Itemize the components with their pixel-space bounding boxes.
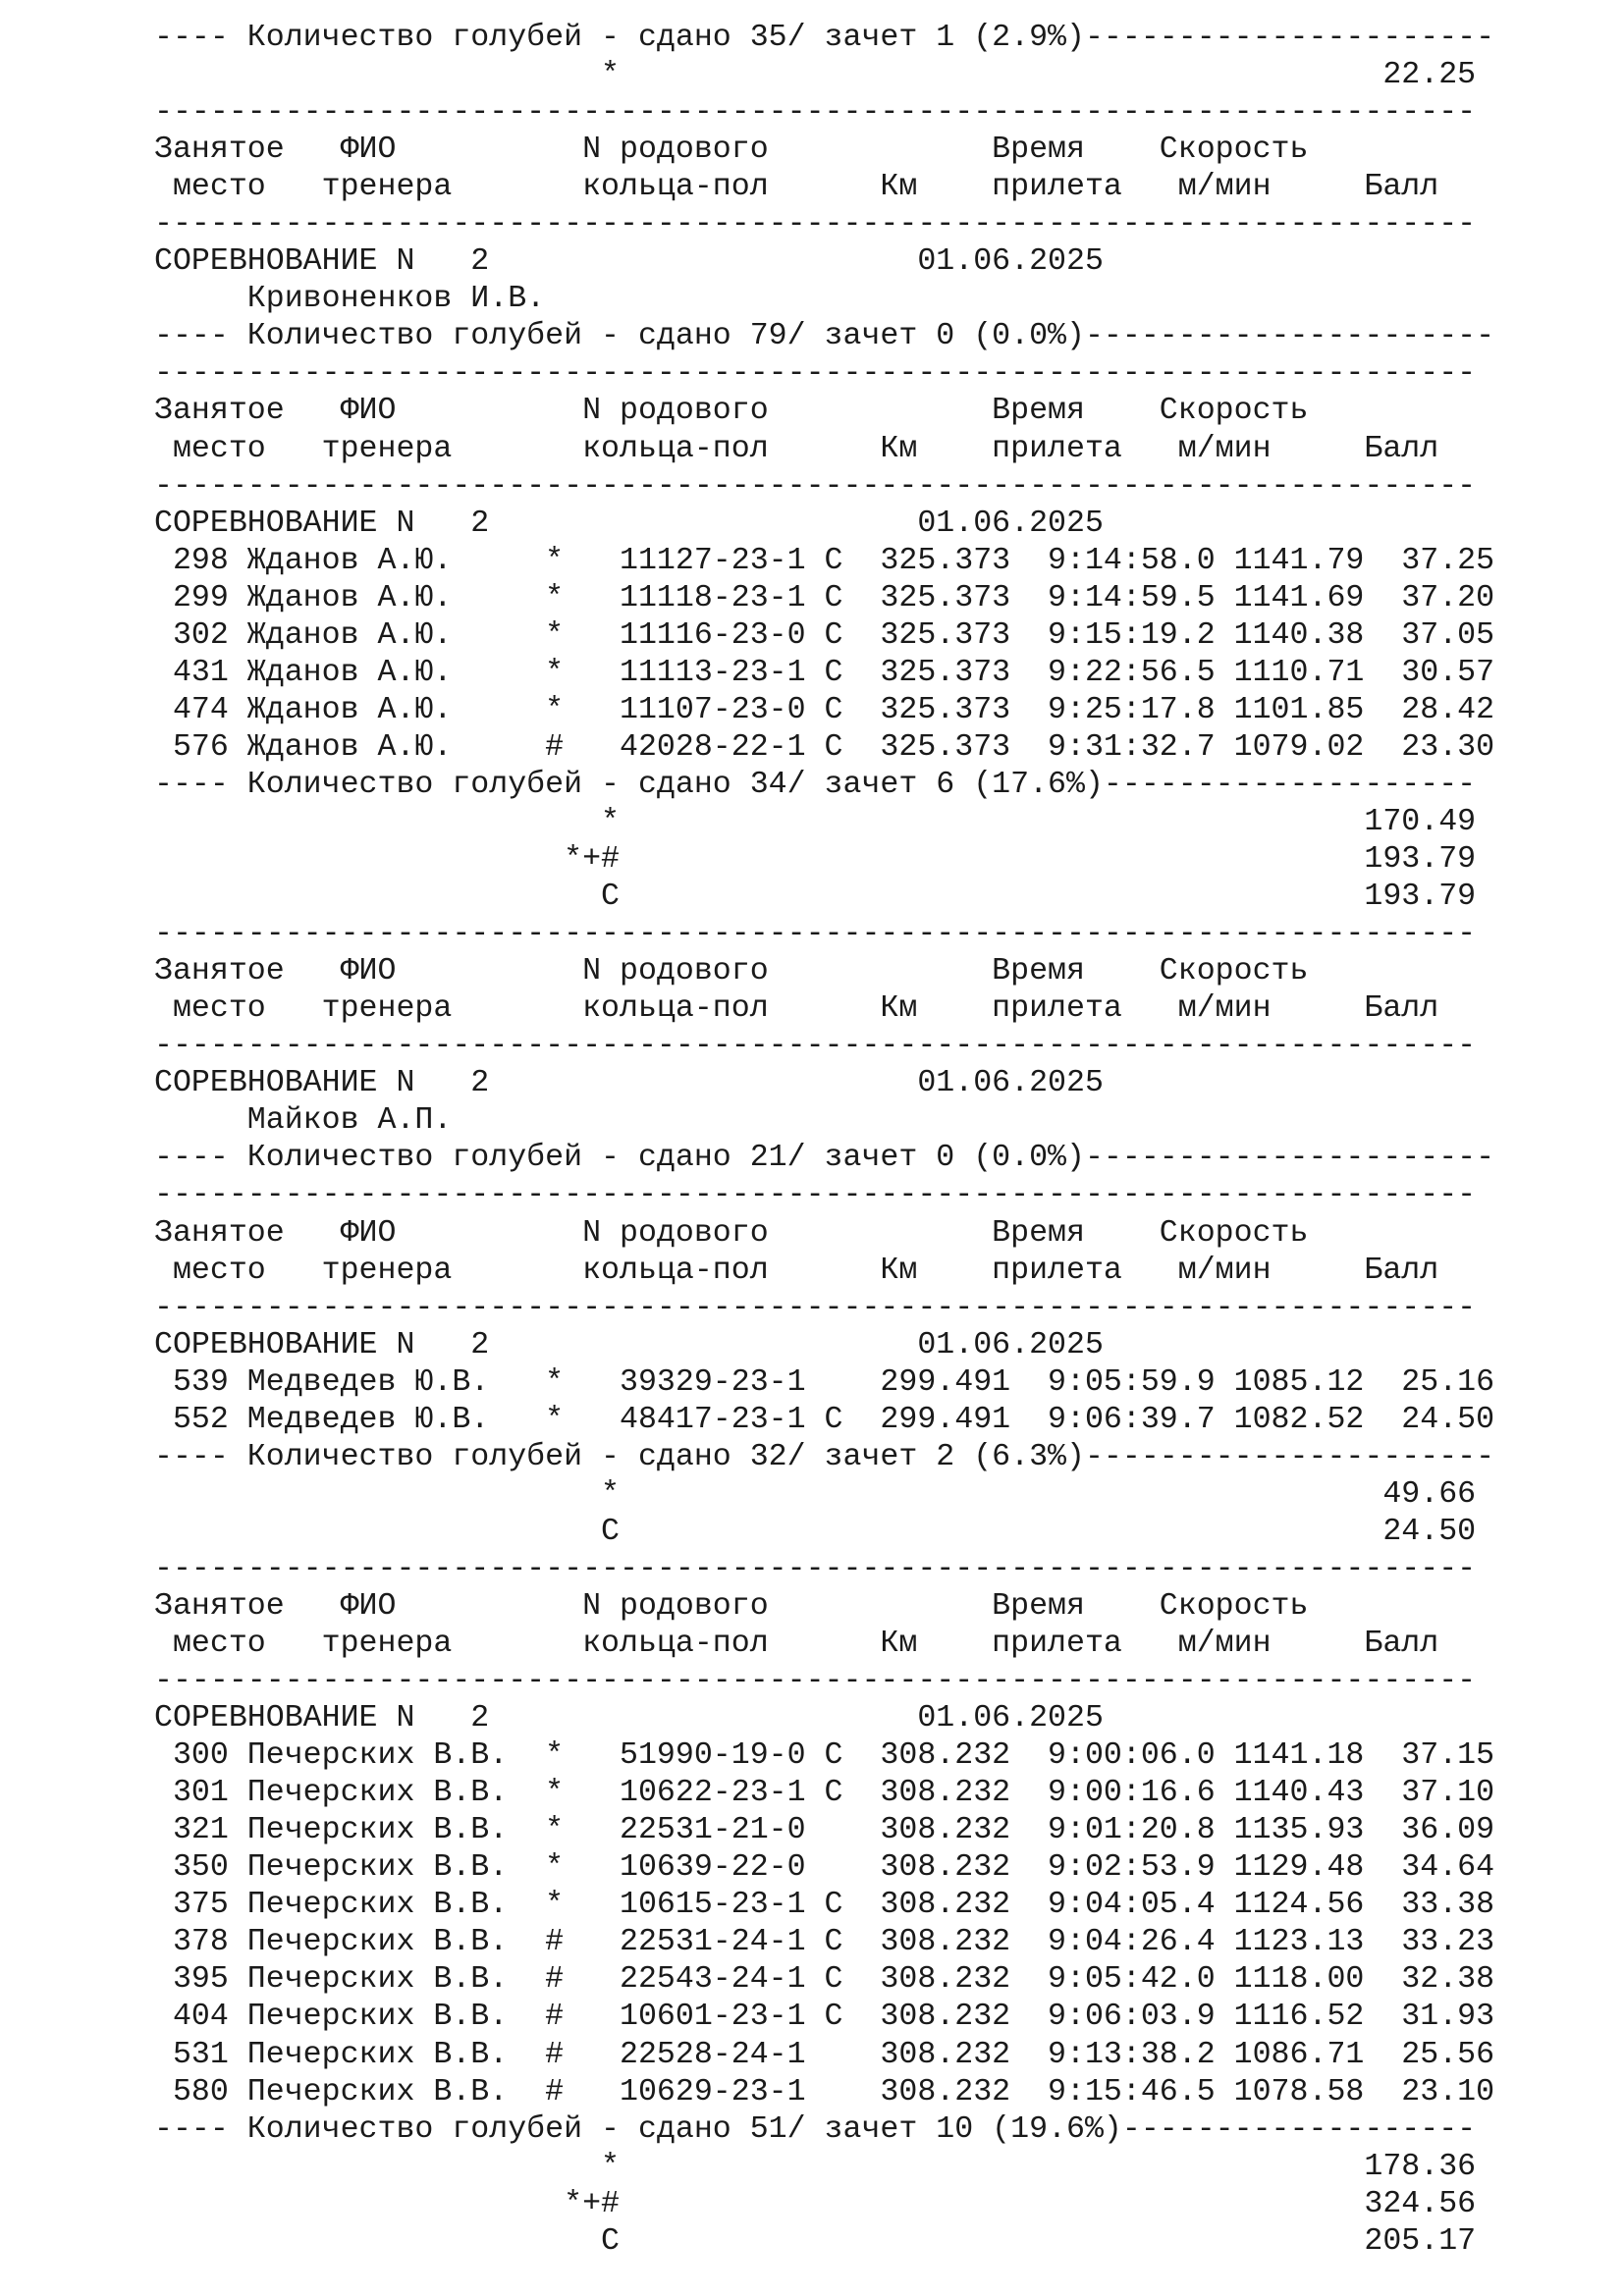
score-total-row: *+# 324.56 [154,2186,1477,2221]
column-header: Занятое ФИО N родового Время Скорость [154,133,1309,168]
score-total-row: *+# 193.79 [154,842,1477,878]
column-header: место тренера кольца-пол Км прилета м/мин Балл [154,431,1439,466]
separator-line: ----------------------------------------------------------------------- [154,1290,1477,1325]
score-total-row: С 24.50 [154,1514,1477,1549]
separator-line: ----------------------------------------------------------------------- [154,207,1477,242]
column-header: Занятое ФИО N родового Время Скорость [154,954,1309,989]
trainer-name: Кривоненков И.В. [154,282,546,317]
competition-header: СОРЕВНОВАНИЕ N 2 01.06.2025 [154,244,1104,280]
result-row: 375 Печерских В.В. * 10615-23-1 С 308.232 9:04:05.4 1124.56 33.38 [154,1888,1495,1923]
separator-line: ----------------------------------------------------------------------- [154,1551,1477,1586]
results-report [154,20,1494,2261]
competition-header: СОРЕВНОВАНИЕ N 2 01.06.2025 [154,1327,1104,1362]
competition-header: СОРЕВНОВАНИЕ N 2 01.06.2025 [154,506,1104,541]
separator-line: ----------------------------------------------------------------------- [154,468,1477,504]
score-total-row: * 178.36 [154,2149,1477,2184]
result-row: 474 Жданов А.Ю. * 11107-23-0 С 325.373 9:25:17.8 1101.85 28.42 [154,692,1495,727]
separator-line: ----------------------------------------------------------------------- [154,917,1477,952]
pigeon-count-summary: ---- Количество голубей - сдано 34/ зачет 6 (17.6%)-------------------- [154,767,1477,802]
column-header: место тренера кольца-пол Км прилета м/мин Балл [154,170,1439,205]
result-row: 552 Медведев Ю.В. * 48417-23-1 С 299.491 9:06:39.7 1082.52 24.50 [154,1402,1495,1437]
result-row: 539 Медведев Ю.В. * 39329-23-1 299.491 9:05:59.9 1085.12 25.16 [154,1364,1495,1400]
separator-line: ----------------------------------------------------------------------- [154,95,1477,131]
result-row: 531 Печерских В.В. # 22528-24-1 308.232 9:13:38.2 1086.71 25.56 [154,2037,1495,2072]
score-total-row: * 49.66 [154,1476,1477,1512]
result-row: 321 Печерских В.В. * 22531-21-0 308.232 9:01:20.8 1135.93 36.09 [154,1813,1495,1848]
result-row: 302 Жданов А.Ю. * 11116-23-0 С 325.373 9:15:19.2 1140.38 37.05 [154,617,1495,653]
column-header: Занятое ФИО N родового Время Скорость [154,1588,1309,1624]
result-row: 431 Жданов А.Ю. * 11113-23-1 С 325.373 9:22:56.5 1110.71 30.57 [154,655,1495,690]
pigeon-count-summary: ---- Количество голубей - сдано 21/ зачет 0 (0.0%)---------------------- [154,1141,1495,1176]
score-total-row: * 22.25 [154,58,1477,93]
separator-line: ----------------------------------------------------------------------- [154,356,1477,392]
separator-line: ----------------------------------------------------------------------- [154,1664,1477,1699]
competition-header: СОРЕВНОВАНИЕ N 2 01.06.2025 [154,1066,1104,1101]
score-total-row: С 193.79 [154,880,1477,915]
result-row: 378 Печерских В.В. # 22531-24-1 С 308.232 9:04:26.4 1123.13 33.23 [154,1925,1495,1960]
score-total-row: С 205.17 [154,2223,1477,2259]
column-header: место тренера кольца-пол Км прилета м/мин Балл [154,1253,1439,1288]
result-row: 300 Печерских В.В. * 51990-19-0 С 308.232 9:00:06.0 1141.18 37.15 [154,1738,1495,1774]
column-header: место тренера кольца-пол Км прилета м/мин Балл [154,1627,1439,1662]
result-row: 395 Печерских В.В. # 22543-24-1 С 308.232 9:05:42.0 1118.00 32.38 [154,1962,1495,1998]
pigeon-count-summary: ---- Количество голубей - сдано 35/ зачет 1 (2.9%)---------------------- [154,21,1495,55]
column-header: Занятое ФИО N родового Время Скорость [154,394,1309,429]
result-row: 301 Печерских В.В. * 10622-23-1 С 308.232 9:00:16.6 1140.43 37.10 [154,1776,1495,1811]
result-row: 576 Жданов А.Ю. # 42028-22-1 С 325.373 9:31:32.7 1079.02 23.30 [154,729,1495,765]
separator-line: ----------------------------------------------------------------------- [154,1029,1477,1064]
result-row: 298 Жданов А.Ю. * 11127-23-1 С 325.373 9:14:58.0 1141.79 37.25 [154,543,1495,578]
pigeon-count-summary: ---- Количество голубей - сдано 32/ зачет 2 (6.3%)---------------------- [154,1439,1495,1474]
pigeon-count-summary: ---- Количество голубей - сдано 79/ зачет 0 (0.0%)---------------------- [154,319,1495,354]
result-row: 350 Печерских В.В. * 10639-22-0 308.232 9:02:53.9 1129.48 34.64 [154,1850,1495,1886]
competition-header: СОРЕВНОВАНИЕ N 2 01.06.2025 [154,1701,1104,1736]
trainer-name: Майков А.П. [154,1103,453,1139]
column-header: Занятое ФИО N родового Время Скорость [154,1215,1309,1251]
result-row: 580 Печерских В.В. # 10629-23-1 308.232 9:15:46.5 1078.58 23.10 [154,2074,1495,2109]
separator-line: ----------------------------------------------------------------------- [154,1178,1477,1213]
score-total-row: * 170.49 [154,804,1477,839]
pigeon-count-summary: ---- Количество голубей - сдано 51/ зачет 10 (19.6%)------------------- [154,2111,1477,2147]
result-row: 404 Печерских В.В. # 10601-23-1 С 308.232 9:06:03.9 1116.52 31.93 [154,2000,1495,2035]
column-header: место тренера кольца-пол Км прилета м/мин Балл [154,991,1439,1027]
result-row: 299 Жданов А.Ю. * 11118-23-1 С 325.373 9:14:59.5 1141.69 37.20 [154,580,1495,615]
